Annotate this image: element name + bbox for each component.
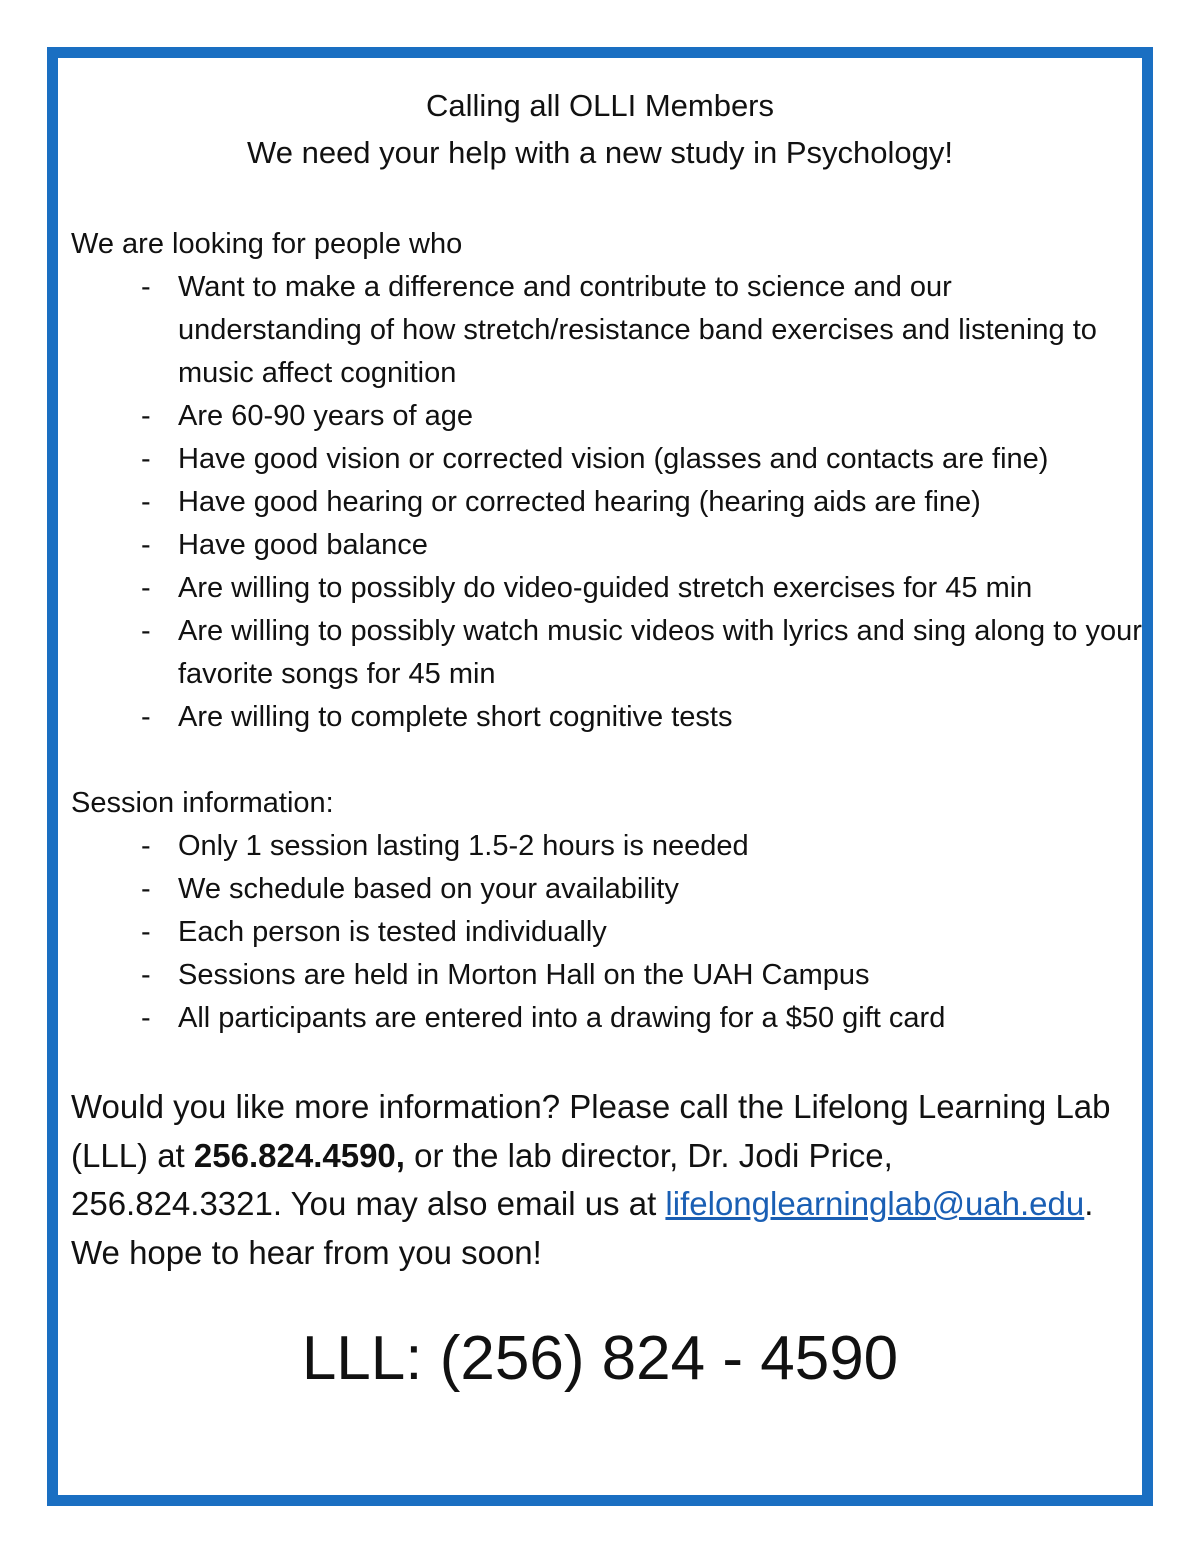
dash-bullet: - — [141, 529, 151, 561]
email-link[interactable]: lifelonglearninglab@uah.edu — [665, 1185, 1085, 1222]
dash-bullet: - — [141, 959, 151, 991]
dash-bullet: - — [141, 830, 151, 862]
contact-text-2: or the lab director, Dr. Jodi Price, 256.824.3321. You may also email us at — [71, 1136, 893, 1222]
dash-bullet: - — [141, 400, 151, 432]
dash-bullet: - — [141, 443, 151, 475]
lab-phone-number: 256.824.4590, — [193, 1136, 405, 1174]
big-phone-number: LLL: (256) 824 - 4590 — [301, 1324, 899, 1393]
header-line-1: Calling all OLLI Members — [425, 88, 775, 123]
criteria-list — [71, 266, 1142, 739]
flyer-content — [71, 58, 1142, 1399]
list-item — [71, 911, 1142, 954]
list-item — [71, 524, 1142, 567]
flyer-border — [47, 47, 1153, 1506]
dash-bullet: - — [141, 1002, 151, 1034]
contact-paragraph — [71, 1083, 1142, 1277]
dash-bullet: - — [141, 916, 151, 948]
list-item-text: Are willing to possibly watch music videos with lyrics and sing along to your favorite songs for 45 min — [178, 615, 1142, 690]
list-item — [71, 481, 1142, 524]
list-item — [71, 395, 1142, 438]
list-item-text: Have good balance — [178, 529, 428, 561]
criteria-intro: We are looking for people who — [71, 228, 463, 260]
contact-text-3: . We hope to hear from you soon! — [71, 1185, 1094, 1271]
dash-bullet: - — [141, 873, 151, 905]
contact-text-1: Would you like more information? Please call the Lifelong Learning Lab (LLL) at — [71, 1088, 1111, 1174]
list-item — [71, 868, 1142, 911]
list-item — [71, 997, 1142, 1040]
list-item — [71, 266, 1142, 395]
list-item — [71, 954, 1142, 997]
list-item-text: Are 60-90 years of age — [178, 400, 474, 432]
session-list — [71, 825, 1142, 1040]
list-item-text: Sessions are held in Morton Hall on the UAH Campus — [178, 959, 870, 991]
header-line-2: We need your help with a new study in Psychology! — [247, 135, 953, 170]
list-item — [71, 696, 1142, 739]
list-item-text: Want to make a difference and contribute to science and our understanding of how stretch/resistance band exercises and listening to music affect cognition — [178, 271, 1097, 389]
list-item-text: Have good vision or corrected vision (glasses and contacts are fine) — [178, 443, 1049, 475]
list-item-text: All participants are entered into a drawing for a $50 gift card — [178, 1002, 946, 1034]
list-item — [71, 610, 1142, 696]
list-item — [71, 438, 1142, 481]
list-item-text: Have good hearing or corrected hearing (hearing aids are fine) — [178, 486, 981, 518]
flyer-header — [71, 58, 1142, 176]
dash-bullet: - — [141, 271, 151, 303]
list-item-text: Are willing to possibly do video-guided stretch exercises for 45 min — [178, 572, 1033, 604]
dash-bullet: - — [141, 486, 151, 518]
dash-bullet: - — [141, 572, 151, 604]
list-item — [71, 567, 1142, 610]
session-intro: Session information: — [71, 787, 334, 819]
list-item — [71, 825, 1142, 868]
list-item-text: We schedule based on your availability — [178, 873, 679, 905]
list-item-text: Each person is tested individually — [178, 916, 607, 948]
dash-bullet: - — [141, 701, 151, 733]
list-item-text: Only 1 session lasting 1.5-2 hours is needed — [178, 830, 749, 862]
dash-bullet: - — [141, 615, 151, 647]
list-item-text: Are willing to complete short cognitive tests — [178, 701, 733, 733]
